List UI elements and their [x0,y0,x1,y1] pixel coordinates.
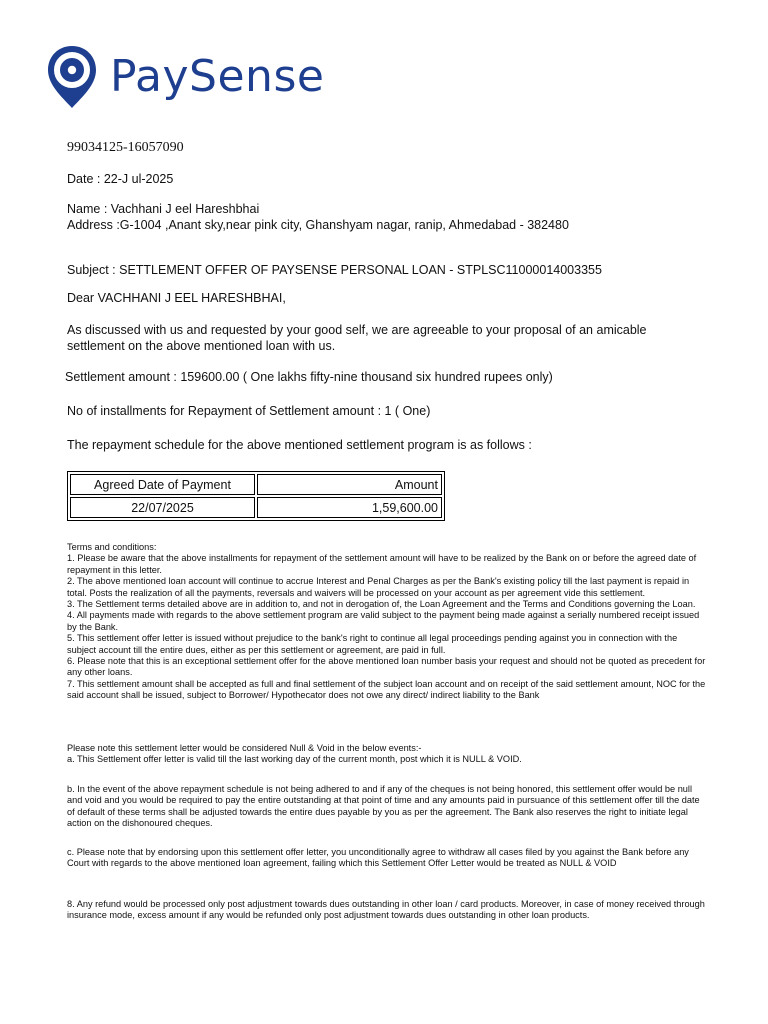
letter-subject: Subject : SETTLEMENT OFFER OF PAYSENSE PERSONAL LOAN - STPLSC11000014003355 [67,263,602,277]
null-void-section [67,743,707,766]
terms-and-conditions [67,542,707,702]
installments-count: No of installments for Repayment of Settlement amount : 1 ( One) [67,404,431,418]
refund-clause: 8. Any refund would be processed only post adjustment towards dues outstanding in other loan / card products. Moreover, in case of money received through insurance mode, excess amount if any would be refunded only post adjustment towards dues outstanding in other loan products. [67,899,705,921]
recipient-address: Address :G-1004 ,Anant sky,near pink city, Ghanshyam nagar, ranip, Ahmedabad - 382480 [67,218,569,232]
term-item-1: 1. Please be aware that the above installments for repayment of the settlement amount will have to be realized by the Bank on or before the agreed date of repayment in this letter. [67,553,697,575]
term-item-5: 5. This settlement offer letter is issued without prejudice to the bank's right to continue all legal proceedings pending against you in connection with the subject account till the entire dues, either as per this settlement or agreement, are paid in full. [67,633,678,655]
brand-name: PaySense [110,51,325,102]
header-amount: Amount [257,474,442,495]
repayment-schedule-table [67,471,445,521]
table-header-row [70,474,442,495]
recipient-name: Name : Vachhani J eel Hareshbhai [67,202,260,216]
term-item-4: 4. All payments made with regards to the above settlement program are valid subject to the payment being made against a serially numbered receipt issued by the Bank. [67,610,700,632]
null-void-item-c: c. Please note that by endorsing upon this settlement offer letter, you unconditionally agree to withdraw all cases filed by you against the Bank before any Court with regards to the above mentioned loan agreement, failing which this Settlement Offer Letter would be treated as NULL & VOID [67,847,689,869]
null-void-item-b: b. In the event of the above repayment schedule is not being adhered to and if any of the cheques is not being honored, this settlement offer would be null and void and you would be required to pay the entire outstanding at that point of time and any amounts paid in pursuance of this settlement offer till the date of default of these terms shall be adjusted towards the entire dues payable by you as per the agreement. The Bank also reserves the right to initiate legal action on the dishonoured cheques. [67,784,700,829]
settlement-amount: Settlement amount : 159600.00 ( One lakhs fifty-nine thousand six hundred rupees only) [65,370,553,384]
salutation: Dear VACHHANI J EEL HARESHBHAI, [67,291,286,305]
schedule-intro: The repayment schedule for the above mentioned settlement program is as follows : [67,438,532,452]
table-row [70,497,442,518]
paysense-logo [46,44,324,110]
intro-paragraph: As discussed with us and requested by your good self, we are agreeable to your proposal of an amicable settlement on the above mentioned loan with us. [67,323,647,353]
null-void-item-a: a. This Settlement offer letter is valid till the last working day of the current month, post which it is NULL & VOID. [67,754,522,765]
location-pin-icon [46,44,98,110]
term-item-3: 3. The Settlement terms detailed above are in addition to, and not in derogation of, the Loan Agreement and the Terms and Conditions governing the Loan. [67,599,696,610]
term-item-2: 2. The above mentioned loan account will continue to accrue Interest and Penal Charges as per the Bank's existing policy till the last payment is repaid in total. Posts the realization of all the payments, reversals and waivers will be processed on your account as per agreement vide this settlement. [67,576,690,598]
payment-date-cell: 22/07/2025 [70,497,255,518]
term-item-7: 7. This settlement amount shall be accepted as full and final settlement of the subject loan account and on receipt of the said settlement amount, NOC for the said account shall be issued, subject to Borrower/ Hypothecator does not owe any direct/ indirect liability to the Bank [67,678,706,701]
header-agreed-date: Agreed Date of Payment [70,474,255,495]
terms-heading: Terms and conditions: [67,542,157,552]
letter-date: Date : 22-J ul-2025 [67,172,174,186]
payment-amount-cell: 1,59,600.00 [257,497,442,518]
reference-number: 99034125-16057090 [67,140,184,155]
term-item-6: 6. Please note that this is an exceptional settlement offer for the above mentioned loan number basis your request and should not be quoted as precedent for any other loans. [67,656,706,678]
null-void-heading: Please note this settlement letter would be considered Null & Void in the below events:- [67,743,422,753]
